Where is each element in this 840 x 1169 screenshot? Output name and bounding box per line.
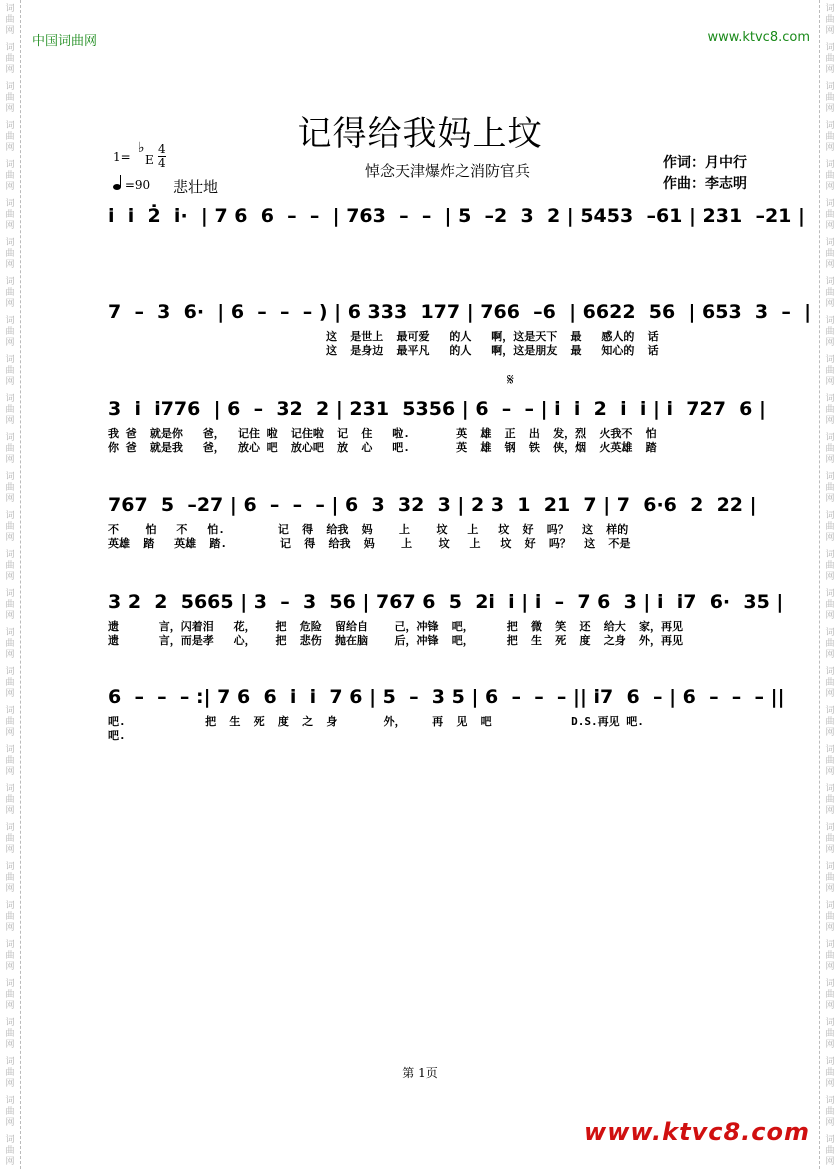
mood-marking: 悲壮地: [173, 178, 219, 196]
notes-row: 6 – – – :| 7 6 6 i i 7 6 | 5 – 3 5 | 6 – – – || i7 6 – | 6 – – – ||: [108, 686, 785, 708]
watermark-text: 词 曲 网: [5, 1057, 15, 1089]
watermark-text: 词 曲 网: [5, 706, 15, 738]
watermark-text: 词 曲 网: [825, 979, 835, 1011]
watermark-text: 词 曲 网: [5, 160, 15, 192]
notes-row: 3 i i776 | 6 – 32 2 | 231 5356 | 6 – – | i i 2 i i | i 727 6 |: [108, 398, 766, 420]
page-number: 第 1页: [402, 1066, 438, 1080]
watermark-text: 词 曲 网: [5, 550, 15, 582]
watermark-text: 词 曲 网: [5, 355, 15, 387]
watermark-text: 词 曲 网: [825, 238, 835, 270]
key-prefix: 1=: [113, 150, 131, 164]
watermark-text: 词 曲 网: [5, 511, 15, 543]
lyric-verse-2: 吧.: [108, 729, 126, 742]
watermark-text: 词 曲 网: [5, 238, 15, 270]
key-signature: [113, 140, 166, 170]
right-watermark-strip: [819, 0, 840, 1169]
lyric-verse-1: 这 是世上 最可爱 的人 啊，这是天下 最 感人的 话: [326, 330, 659, 343]
watermark-text: 词 曲 网: [5, 1018, 15, 1050]
watermark-text: 词 曲 网: [825, 355, 835, 387]
watermark-text: 词 曲 网: [825, 784, 835, 816]
watermark-text: 词 曲 网: [5, 121, 15, 153]
watermark-text: 词 曲 网: [5, 667, 15, 699]
left-watermark-strip: [0, 0, 21, 1169]
watermark-text: 词 曲 网: [5, 43, 15, 75]
watermark-text: 词 曲 网: [5, 745, 15, 777]
watermark-text: 词 曲 网: [825, 550, 835, 582]
tempo-marking: [113, 178, 150, 192]
watermark-text: 词 曲 网: [5, 628, 15, 660]
watermark-text: 词 曲 网: [825, 43, 835, 75]
watermark-text: 词 曲 网: [825, 316, 835, 348]
song-title: 记得给我妈上坟: [297, 114, 543, 154]
lyric-verse-1: 我 爸 就是你 爸， 记住 啦 记住啦 记 住 啦. 英 雄 正 出 发，烈 火我不 怕: [108, 427, 657, 440]
lyric-verse-1: 遗 言，闪着泪 花， 把 危险 留给自 己，冲锋 吧， 把 微 笑 还 给大 家，再见: [108, 620, 684, 633]
watermark-text: 词 曲 网: [5, 1135, 15, 1167]
tempo-value: =90: [124, 178, 151, 192]
watermark-text: 词 曲 网: [825, 745, 835, 777]
watermark-text: 词 曲 网: [825, 511, 835, 543]
watermark-text: 词 曲 网: [825, 1096, 835, 1128]
site-name-left[interactable]: 中国词曲网: [32, 34, 98, 49]
lyric-verse-1: 不 怕 不 怕. 记 得 给我 妈 上 坟 上 坟 好 吗？ 这 样的: [108, 523, 629, 536]
lyric-verse-1: 吧. 把 生 死 度 之 身 外， 再 见 吧 D.S.再见 吧.: [108, 715, 644, 728]
watermark-text: 词 曲 网: [5, 316, 15, 348]
notes-row: 7 – 3 6· | 6 – – – ) | 6 333 177 | 766 –6 | 6622 56 | 653 3 – |: [108, 301, 812, 323]
watermark-text: 词 曲 网: [5, 199, 15, 231]
watermark-text: 词 曲 网: [5, 472, 15, 504]
lyric-verse-2: 你 爸 就是我 爸， 放心 吧 放心吧 放 心 吧. 英 雄 钢 铁 侠，烟 火英雄 踏: [108, 441, 657, 454]
lyric-verse-2: 这 是身边 最平凡 的人 啊，这是朋友 最 知心的 话: [326, 344, 659, 357]
watermark-text: 词 曲 网: [825, 199, 835, 231]
lyricist-credit: 作词：月中行: [663, 155, 747, 171]
watermark-text: 词 曲 网: [825, 862, 835, 894]
quarter-note-icon: [113, 184, 121, 190]
composer-credit: 作曲：李志明: [663, 176, 747, 192]
watermark-text: 词 曲 网: [5, 862, 15, 894]
watermark-text: 词 曲 网: [825, 82, 835, 114]
watermark-text: 词 曲 网: [5, 589, 15, 621]
notes-row: i i 2̇ i· | 7 6 6 – – | 763 – – | 5 –2 3 2 | 5453 –61 | 231 –21 |: [108, 205, 805, 227]
watermark-text: 词 曲 网: [825, 394, 835, 426]
watermark-text: 词 曲 网: [825, 667, 835, 699]
watermark-text: 词 曲 网: [5, 979, 15, 1011]
time-bottom: 4: [158, 156, 166, 170]
time-top: 4: [158, 142, 166, 156]
watermark-text: 词 曲 网: [825, 628, 835, 660]
time-signature: [158, 143, 166, 170]
site-url-right[interactable]: www.ktvc8.com: [707, 30, 810, 45]
notes-row: 3 2 2 5665 | 3 – 3 56 | 767 6 5 2i i | i – 7 6 3 | i i7 6· 35 |: [108, 591, 784, 613]
watermark-text: 词 曲 网: [5, 82, 15, 114]
watermark-text: 词 曲 网: [825, 277, 835, 309]
watermark-text: 词 曲 网: [5, 277, 15, 309]
segno-icon: 𝄋: [507, 370, 514, 389]
watermark-text: 词 曲 网: [825, 901, 835, 933]
watermark-text: 词 曲 网: [825, 589, 835, 621]
watermark-text: 词 曲 网: [5, 784, 15, 816]
watermark-text: 词 曲 网: [5, 901, 15, 933]
watermark-text: 词 曲 网: [5, 940, 15, 972]
notes-row: 767 5 –27 | 6 – – – | 6 3 32 3 | 2 3 1 21 7 | 7 6·6 2 22 |: [108, 494, 757, 516]
watermark-text: 词 曲 网: [5, 4, 15, 36]
watermark-text: 词 曲 网: [5, 433, 15, 465]
watermark-text: 词 曲 网: [825, 433, 835, 465]
watermark-text: 词 曲 网: [825, 472, 835, 504]
watermark-text: 词 曲 网: [825, 4, 835, 36]
watermark-text: 词 曲 网: [825, 160, 835, 192]
lyric-verse-2: 英雄 踏 英雄 踏. 记 得 给我 妈 上 坟 上 坟 好 吗？ 这 不是: [108, 537, 631, 550]
watermark-text: 词 曲 网: [5, 1096, 15, 1128]
song-subtitle: 悼念天津爆炸之消防官兵: [365, 162, 531, 180]
watermark-text: 词 曲 网: [5, 394, 15, 426]
watermark-text: 词 曲 网: [825, 1057, 835, 1089]
watermark-text: 词 曲 网: [825, 706, 835, 738]
watermark-text: 词 曲 网: [825, 1135, 835, 1167]
watermark-text: 词 曲 网: [825, 823, 835, 855]
lyric-verse-2: 遗 言，而是孝 心， 把 悲伤 抛在脑 后，冲锋 吧， 把 生 死 度 之身 外，再见: [108, 634, 684, 647]
watermark-text: 词 曲 网: [825, 940, 835, 972]
flat-symbol: ♭: [138, 140, 145, 156]
watermark-text: 词 曲 网: [825, 1018, 835, 1050]
site-logo[interactable]: www.ktvc8.com: [584, 1118, 810, 1146]
watermark-text: 词 曲 网: [5, 823, 15, 855]
key-letter: E: [145, 153, 154, 167]
watermark-text: 词 曲 网: [825, 121, 835, 153]
